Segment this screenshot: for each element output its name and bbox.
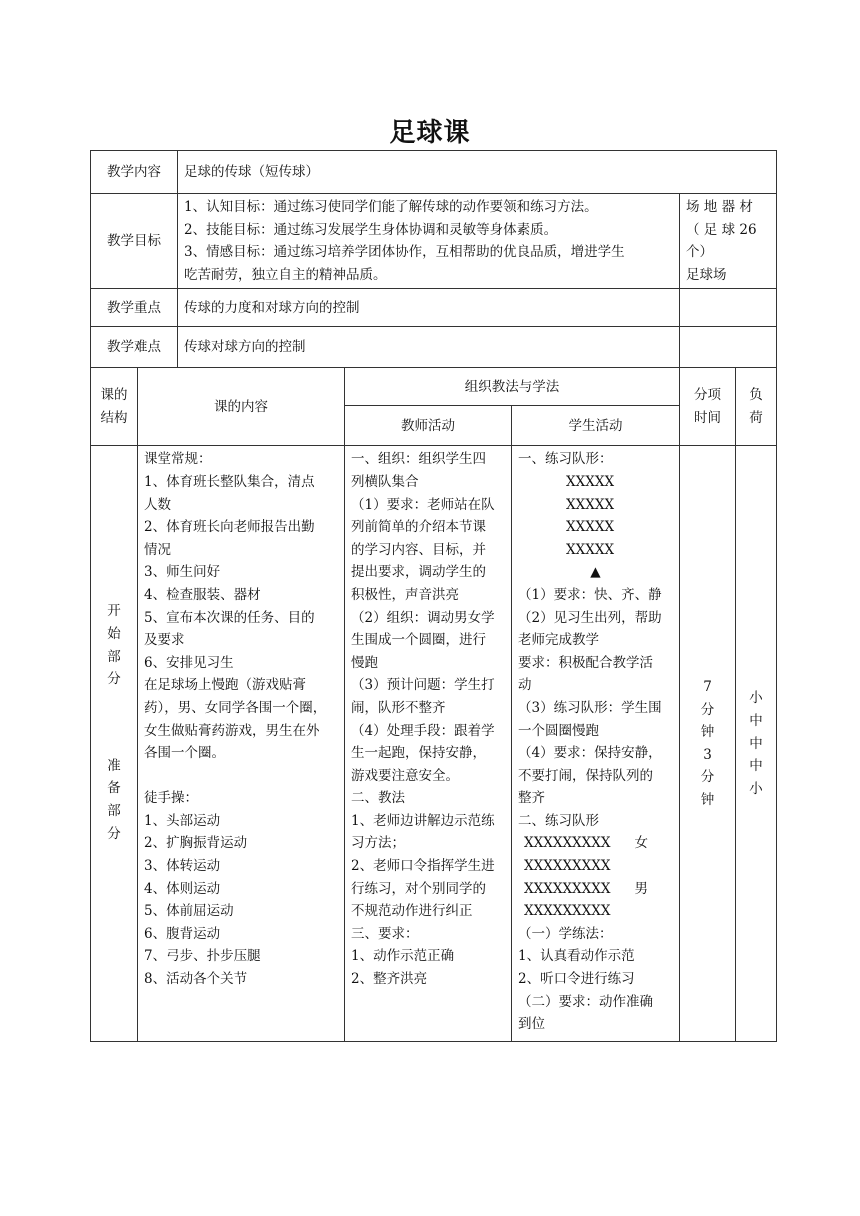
objectives-list <box>178 194 680 289</box>
objective-item: 3、情感目标：通过练习培养学团体协作，互相帮助的优良品质，增进学生 <box>184 244 625 261</box>
row-difficulty <box>91 327 777 368</box>
teacher-marker-icon: ▲ <box>590 564 601 581</box>
equipment-line: （ 足 球 26 <box>686 221 757 238</box>
content-value: 足球的传球（短传球） <box>178 151 777 194</box>
equipment-cell <box>680 194 777 289</box>
row-key-point <box>91 289 777 327</box>
equipment-line: 场 地 器 材 <box>686 199 753 215</box>
objectives-label: 教学目标 <box>91 194 178 289</box>
formation2-row: XXXXXXXXX <box>524 858 611 875</box>
structure-cell: 开 始 部 分 准 备 部 分 <box>91 446 138 1042</box>
difficulty-blank <box>680 327 777 368</box>
difficulty-value: 传球对球方向的控制 <box>178 327 680 368</box>
difficulty-label: 教学难点 <box>91 327 178 368</box>
objective-item: 2、技能目标：通过练习发展学生身体协调和灵敏等身体素质。 <box>184 221 558 238</box>
time-header: 分项 时间 <box>680 368 736 446</box>
formation2-row: XXXXXXXXX <box>524 903 611 920</box>
key-point-label: 教学重点 <box>91 289 178 327</box>
teacher-header: 教师活动 <box>345 406 512 446</box>
load-cell: 小 中 中 中 小 <box>736 446 777 1042</box>
content-cell: 课堂常规： 1、体育班长整队集合，清点 人数 2、体育班长向老师报告出勤 情况 3、师生问好 4、检查服装、器材 5、宣布本次课的任务、目的 及要求 6、安排见习生 在足球场上慢跑（游戏贴膏 药），男、女同学各围一个圈， 女生做贴膏药游戏，男生在外 各围一个圈。 徒手操： 1、头部运动 2、扩胸振背运动 3、体转运动 4、体则运动 5、体前屈运动 6、腹背运动 7、弓步、扑步压腿 8、活动各个关节 <box>138 446 345 1042</box>
page-title: 足球课 <box>389 118 471 148</box>
formation2-row: XXXXXXXXX 男 <box>524 880 648 897</box>
formation2-row: XXXXXXXXX 女 <box>524 835 648 852</box>
key-point-blank <box>680 289 777 327</box>
row-objectives <box>91 194 777 289</box>
formation-row: XXXXX <box>566 541 615 558</box>
objective-item: 吃苦耐劳，独立自主的精神品质。 <box>184 266 387 283</box>
organization-header: 组织教法与学法 <box>345 368 680 406</box>
formation-row: XXXXX <box>566 519 615 536</box>
objective-item: 1、认知目标：通过练习使同学们能了解传球的动作要领和练习方法。 <box>184 199 598 215</box>
equipment-line: 个） <box>686 244 713 261</box>
structure-header: 课的 结构 <box>91 368 138 446</box>
formation-row: XXXXX <box>566 473 615 490</box>
lesson-body-row <box>91 446 777 1042</box>
teacher-activity-cell: 一、组织：组织学生四 列横队集合 （1）要求：老师站在队 列前简单的介绍本节课 的学习内容、目标，并 提出要求，调动学生的 积极性，声音洪亮 （2）组织：调动男女学 生围成一个圆圈，进行 慢跑 （3）预计问题：学生打 闹，队形不整齐 （4）处理手段：跟着学 生一起跑，保持安静， 游戏要注意安全。 二、教法 1、老师边讲解边示范练 习方法； 2、老师口令指挥学生进 行练习，对个别同学的 不规范动作进行纠正 三、要求： 1、动作示范正确 2、整齐洪亮 <box>345 446 512 1042</box>
key-point-value: 传球的力度和对球方向的控制 <box>178 289 680 327</box>
equipment-line: 足球场 <box>686 266 727 283</box>
lesson-plan-table <box>90 150 777 1042</box>
header-row-1 <box>91 368 777 406</box>
row-content <box>91 151 777 194</box>
student-activity-cell: 一、练习队形： XXXXX XXXXX XXXXX XXXXX ▲ （1）要求：快、齐、静 （2）见习生出列，帮助 老师完成教学 要求：积极配合教学活 动 （3）练习队形：学生围 一个圆圈慢跑 （4）要求：保持安静， 不要打闹，保持队列的 整齐 二、练习队形 XXXXXXXXX 女 XXXXXXXXX XXXXXXXXX 男 XXXXXXXXX （一）学练法： 1、认真看动作示范 2、听口令进行练习 （二）要求：动作准确 到位 <box>512 446 680 1042</box>
student-header: 学生活动 <box>512 406 680 446</box>
content-label: 教学内容 <box>91 151 178 194</box>
content-header: 课的内容 <box>138 368 345 446</box>
formation-row: XXXXX <box>566 496 615 513</box>
time-cell: 7 分 钟 3 分 钟 <box>680 446 736 1042</box>
load-header: 负 荷 <box>736 368 777 446</box>
